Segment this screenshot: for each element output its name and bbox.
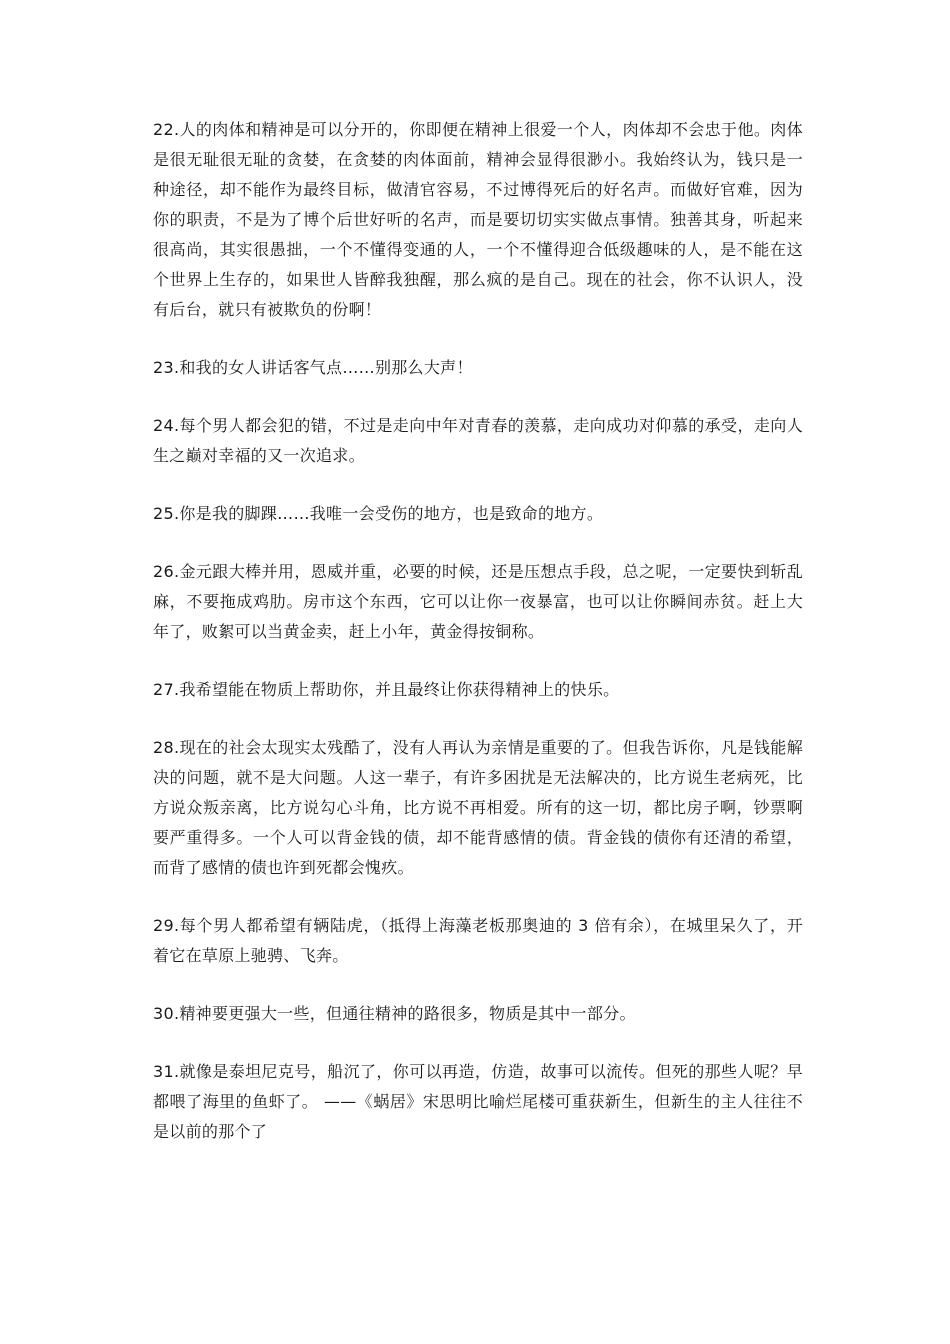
- quote-paragraph-24: 24.每个男人都会犯的错，不过是走向中年对青春的羡慕，走向成功对仰慕的承受，走向人生之巅对幸福的又一次追求。: [153, 416, 803, 465]
- quote-paragraph-26: 26.金元跟大棒并用，恩威并重，必要的时候，还是压想点手段，总之呢，一定要快到斩乱麻，不要拖成鸡肋。房市这个东西，它可以让你一夜暴富，也可以让你瞬间赤贫。赶上大年了，败絮可以当黄金卖，赶上小年，黄金得按铜称。: [153, 562, 803, 641]
- quote-paragraph-25: 25.你是我的脚踝……我唯一会受伤的地方，也是致命的地方。: [153, 504, 604, 523]
- quote-paragraph-31: 31.就像是泰坦尼克号，船沉了，你可以再造，仿造，故事可以流传。但死的那些人呢？早都喂了海里的鱼虾了。 ——《蜗居》宋思明比喻烂尾楼可重获新生，但新生的主人往往不是以前的那个了: [153, 1062, 803, 1141]
- quote-paragraph-29: 29.每个男人都希望有辆陆虎，（抵得上海藻老板那奥迪的 3 倍有余），在城里呆久了，开着它在草原上驰骋、飞奔。: [153, 916, 803, 965]
- quote-paragraph-28: 28.现在的社会太现实太残酷了，没有人再认为亲情是重要的了。但我告诉你，凡是钱能解决的问题，就不是大问题。人这一辈子，有许多困扰是无法解决的，比方说生老病死，比方说众叛亲离，比方说勾心斗角，比方说不再相爱。所有的这一切，都比房子啊，钞票啊要严重得多。一个人可以背金钱的债，却不能背感情的债。背金钱的债你有还清的希望，而背了感情的债也许到死都会愧疚。: [153, 738, 803, 877]
- document-body: [153, 115, 803, 1175]
- quote-paragraph-30: 30.精神要更强大一些，但通往精神的路很多，物质是其中一部分。: [153, 1004, 636, 1023]
- quote-paragraph-22: 22.人的肉体和精神是可以分开的，你即便在精神上很爱一个人，肉体却不会忠于他。肉体是很无耻很无耻的贪婪，在贪婪的肉体面前，精神会显得很渺小。我始终认为，钱只是一种途径，却不能作为最终目标，做清官容易，不过博得死后的好名声。而做好官难，因为你的职责，不是为了博个后世好听的名声，而是要切切实实做点事情。独善其身，听起来很高尚，其实很愚拙，一个不懂得变通的人，一个不懂得迎合低级趣味的人，是不能在这个世界上生存的，如果世人皆醉我独醒，那么疯的是自己。现在的社会，你不认识人，没有后台，就只有被欺负的份啊！: [153, 120, 803, 319]
- quote-paragraph-23: 23.和我的女人讲话客气点……别那么大声！: [153, 358, 473, 377]
- quote-paragraph-27: 27.我希望能在物质上帮助你，并且最终让你获得精神上的快乐。: [153, 680, 620, 699]
